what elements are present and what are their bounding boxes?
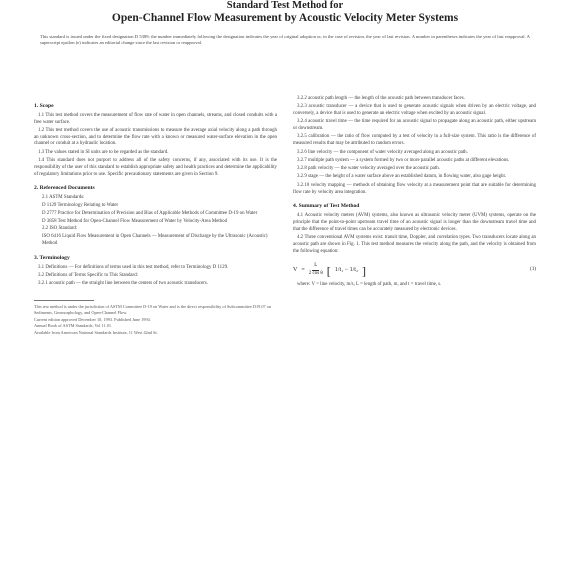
- reference-item: 2.2 ISO Standard:: [42, 226, 78, 232]
- reference-item: D 2777 Practice for Determination of Precision and Bias of Applicable Methods of Committee D-19 on Water: [42, 210, 258, 216]
- reference-item: D 3858 Test Method for Open-Channel Flow Measurement of Water by Velocity-Area Method: [42, 218, 228, 224]
- equation-equals: =: [301, 267, 305, 274]
- right-bracket-symbol: ]: [362, 263, 367, 278]
- definition: 3.2.6 line velocity — the component of water velocity averaged along an acoustic path.: [297, 149, 468, 155]
- paragraph: 1.1 This test method covers the measurement of flow rate of water in open channels, streams, and closed conduits with a free water surface.: [34, 112, 277, 125]
- footnote: This test method is under the jurisdiction of ASTM Committee D-19 on Water and is the direct responsibility of Subcommittee D19.07 on Sediments, Geomorphology, and Open-Channel Flow.: [34, 304, 272, 315]
- footnote-divider: [34, 300, 94, 301]
- paragraph: 1.4 This standard does not purport to address all of the safety concerns, if any, associated with its use. It is the responsibility of the user of this standard to establish appropriate safety and health practices and determine the applicability of regulatory limitations prior to use. Specific precautionary statements are given in Section 9.: [34, 158, 277, 177]
- definition: 3.2.9 stage — the height of a water surface above an established datum, in flowing water, also gage height.: [297, 174, 507, 180]
- paragraph: 4.1 Acoustic velocity meters (AVM) systems, also known as ultrasonic velocity meter (UVM) systems, operate on the principle that the point-to-point upstream travel time of an acoustic signal is longer than the downstream travel time and that the difference of travel times can be accurately measured by electronic devices.: [293, 213, 536, 232]
- left-column: [34, 96, 277, 570]
- section-heading-scope: 1. Scope: [34, 103, 54, 109]
- footnote: Annual Book of ASTM Standards, Vol 11.01.: [34, 323, 113, 329]
- abstract: This standard is issued under the fixed designation D 5389; the number immediately following the designation indicates the year of original adoption or, in the case of revision, the year of last revision. A number in parentheses indicates the year of last reapproval. A superscript epsilon (e) indicates an editorial change since the last revision or reapproval.: [40, 34, 530, 46]
- paragraph: 3.2.1 acoustic path — the straight line between the centers of two acoustic transducers.: [38, 281, 209, 287]
- footnote: Current edition approved December 10, 1993. Published June 1994.: [34, 316, 151, 322]
- paragraph: 4.2 Three conventional AVM systems exist: transit time, Doppler, and correlation types. Two transducers locate along an acoustic path are shown in Fig. 1. This test method measures the velocity along the path, and the velocity is obtained from the following equation:: [293, 235, 536, 254]
- document-title: Open-Channel Flow Measurement by Acoustic Velocity Meter Systems: [111, 12, 459, 24]
- definition: 3.2.8 path velocity — the water velocity averaged over the acoustic path.: [297, 166, 440, 172]
- definition: 3.2.7 multiple path system — a system formed by two or more parallel acoustic paths at different elevations.: [297, 157, 510, 163]
- definition: 3.2.4 acoustic travel time — the time required for an acoustic signal to propagate along an acoustic path, either upstream or downstream.: [293, 119, 536, 132]
- paragraph: where: V = line velocity, m/s, L = length of path, m, and t = travel time, s.: [297, 282, 442, 288]
- paragraph: 1.2 This test method covers the use of acoustic transmissions to measure the average axial velocity along a path through an unknown cross-section, and to determine the flow rate with a known or measured water-surface elevation in the open channel or conduit at a hydraulic location.: [34, 127, 277, 147]
- paragraph: 3.2 Definitions of Terms Specific to This Standard:: [38, 272, 138, 278]
- body-columns: [34, 96, 536, 570]
- equation-lhs: V: [293, 267, 298, 274]
- definition: 3.2.10 velocity mapping — methods of obtaining flow velocity at a measurement point that are suitable for determining flow rate by velocity area integration.: [293, 182, 536, 195]
- definition: 3.2.3 acoustic transducer — a device that is used to generate acoustic signals when driven by an electric voltage, and conversely, a device that is used to generate an electric voltage when excited by an acoustic signal.: [293, 104, 536, 117]
- footnote: Available from American National Standards Institute, 11 West 42nd St.: [34, 330, 158, 336]
- reference-item: ISO 6416 Liquid Flow Measurement in Open Channels — Measurement of Discharge by the Ultrasonic (Acoustic) Method: [42, 234, 268, 247]
- right-column: [293, 96, 536, 570]
- equation-denominator: 2 cos θ: [308, 271, 323, 277]
- reference-item: 2.1 ASTM Standards:: [42, 195, 85, 201]
- section-heading-referenced-documents: 2. Referenced Documents: [34, 185, 95, 192]
- definition: 3.2.5 calibration — the ratio of flow computed by a test of velocity in a full-size system. This ratio is the difference of measured results that may be attributed to random errors.: [293, 134, 536, 147]
- section-heading-summary: 4. Summary of Test Method: [293, 203, 360, 210]
- equation: [293, 263, 536, 278]
- section-heading-terminology: 3. Terminology: [34, 254, 70, 261]
- equation-fraction: [309, 263, 323, 278]
- equation-bracket-content: 1/t₁ − 1/t₂: [334, 267, 359, 274]
- equation-numerator: L: [312, 263, 319, 271]
- paragraph: 1.3 The values stated in SI units are to be regarded as the standard.: [38, 149, 169, 155]
- paragraph: 3.1 Definitions — For definitions of terms used in this test method, refer to Terminology D 1129.: [38, 264, 229, 270]
- reference-item: D 1129 Terminology Relating to Water: [42, 203, 119, 209]
- standard-line: Standard Test Method for: [226, 0, 344, 11]
- equation-number: (1): [530, 267, 536, 273]
- definition: 3.2.2 acoustic path length — the length of the acoustic path between transducer faces.: [297, 96, 465, 101]
- left-bracket-symbol: [: [326, 263, 331, 278]
